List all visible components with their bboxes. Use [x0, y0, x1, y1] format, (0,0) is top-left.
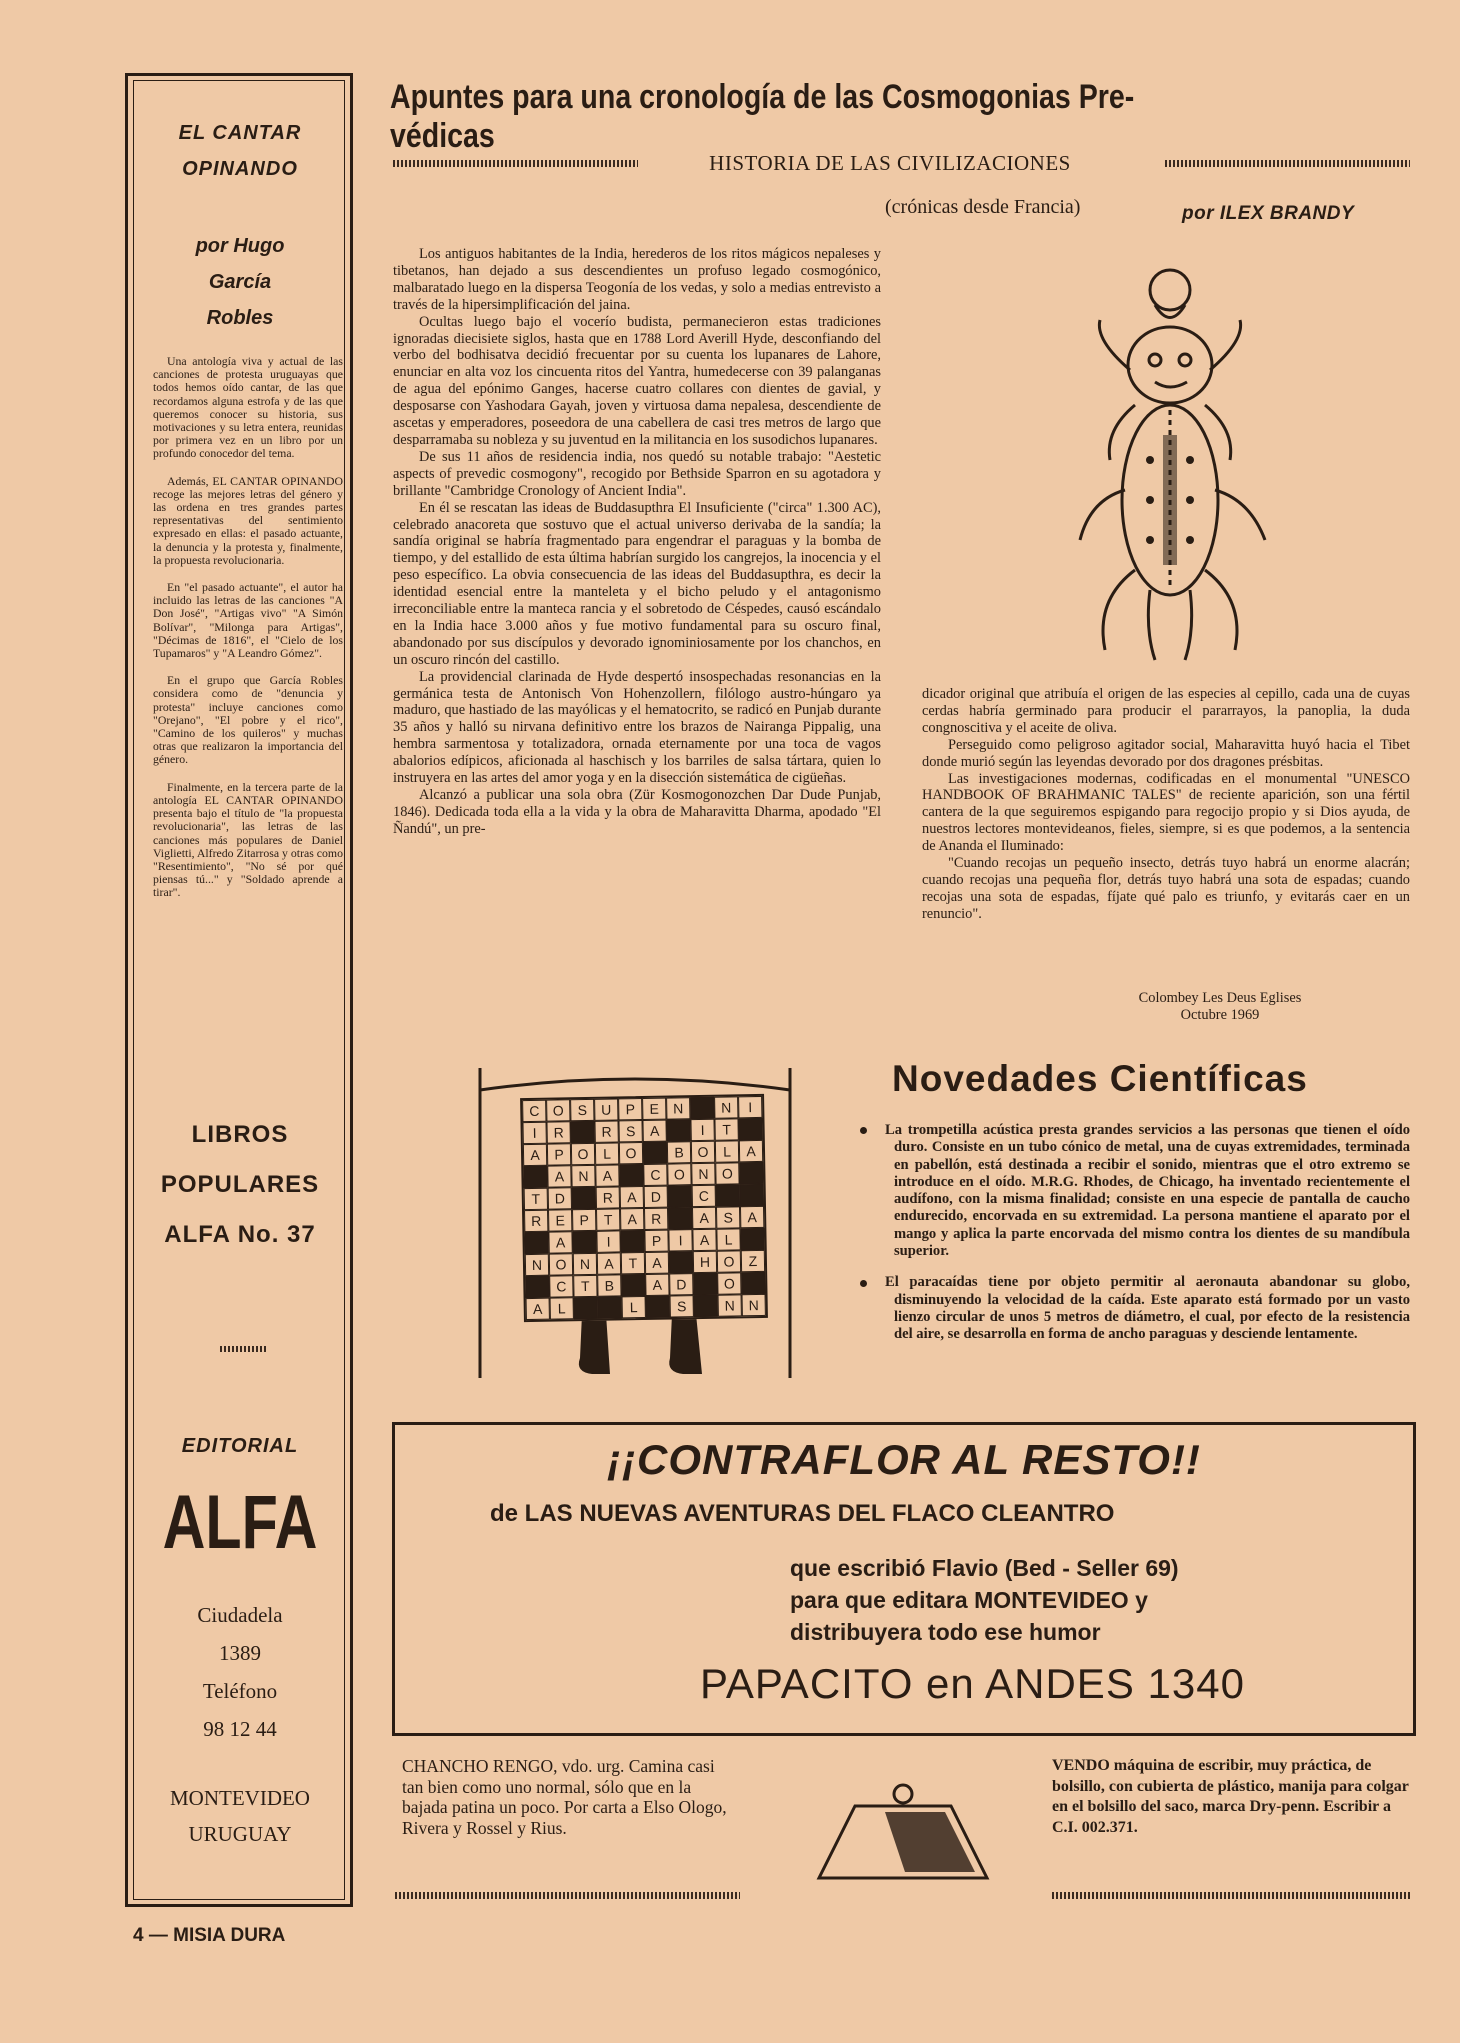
crossword-cell: S — [716, 1206, 740, 1228]
crossword-cell: T — [596, 1208, 620, 1230]
crossword-cell: N — [714, 1096, 738, 1118]
crossword-cell: A — [740, 1206, 764, 1228]
crossword-cell: A — [620, 1186, 644, 1208]
crossword-cell: H — [693, 1251, 717, 1273]
crossword-cell: A — [526, 1298, 550, 1320]
crossword-cell: D — [644, 1186, 668, 1208]
classified-rule-left — [395, 1892, 740, 1899]
crossword-black-cell — [572, 1187, 596, 1209]
ad-line3: que escribió Flavio (Bed - Seller 69) — [790, 1555, 1179, 1581]
signature-place: Colombey Les Deus Eglises — [1138, 990, 1302, 1006]
sidebar-title — [145, 115, 335, 187]
crossword-cell: L — [595, 1142, 619, 1164]
crossword-black-cell — [646, 1296, 670, 1318]
crossword-cell: R — [524, 1210, 548, 1232]
crossword-cell: O — [549, 1253, 573, 1275]
sidebar-city — [140, 1780, 340, 1852]
ad-address: PAPACITO en ANDES 1340 — [700, 1660, 1245, 1707]
crossword-cell: A — [523, 1144, 547, 1166]
signature-date: Octubre 1969 — [1180, 1007, 1260, 1023]
page-footer: 4 — MISIA DURA — [133, 1925, 286, 1946]
sidebar-title-line2: OPINANDO — [182, 158, 298, 180]
classified-right: VENDO máquina de escribir, muy práctica, de bolsillo, con cubierta de plástico, manija para colgar en el bolsillo del saco, marca Dry-penn. Escribir a C.I. 002.371. — [1052, 1757, 1409, 1836]
crossword-cell: L — [715, 1140, 739, 1162]
libros-line1: LIBROS — [191, 1121, 289, 1148]
crossword-black-cell — [570, 1121, 594, 1143]
article-column-1 — [393, 246, 881, 838]
crossword-cell: L — [716, 1228, 740, 1250]
sidebar-paragraph: En "el pasado actuante", el autor ha incluido las letras de las canciones "A Don José", "Artigas vivo" "A Simón Bolívar", "Milonga para Artigas", "Décimas de 1816", el "Cielo de los Tupamaros" y "A Leandro Gómez". — [153, 580, 343, 661]
crossword-cell: A — [547, 1165, 571, 1187]
crossword-cell: I — [738, 1096, 762, 1118]
crossword-black-cell — [598, 1296, 622, 1318]
crossword-cell: N — [573, 1253, 597, 1275]
sidebar-body — [153, 355, 343, 914]
crossword-cell: E — [548, 1209, 572, 1231]
crossword-cell: R — [644, 1208, 668, 1230]
crossword-cell: T — [621, 1252, 645, 1274]
article-section: HISTORIA DE LAS CIVILIZACIONES — [709, 151, 1071, 175]
crossword-black-cell — [572, 1231, 596, 1253]
sidebar-author-line1: por Hugo — [195, 235, 285, 257]
sidebar-libros — [140, 1110, 340, 1260]
crossword-cell: A — [642, 1120, 666, 1142]
crossword-cell: N — [718, 1294, 742, 1316]
crossword-cell: O — [546, 1099, 570, 1121]
crossword-cell: N — [691, 1163, 715, 1185]
deity-illustration — [1075, 260, 1275, 675]
crossword-cell: B — [597, 1274, 621, 1296]
section-rule-left — [393, 160, 638, 167]
crossword-cell: R — [596, 1186, 620, 1208]
crossword-black-cell — [619, 1164, 643, 1186]
crossword-black-cell — [740, 1184, 764, 1206]
libros-line3: ALFA No. 37 — [164, 1221, 316, 1248]
crossword-cell: A — [595, 1164, 619, 1186]
crossword-cell: N — [666, 1097, 690, 1119]
crossword-black-cell — [690, 1097, 714, 1119]
crossword-black-cell — [523, 1166, 547, 1188]
crossword-black-cell — [666, 1119, 690, 1141]
crossword-black-cell — [693, 1273, 717, 1295]
crossword-cell: L — [622, 1296, 646, 1318]
crossword-cell: A — [597, 1252, 621, 1274]
crossword-cell: L — [550, 1297, 574, 1319]
crossword-cell: N — [571, 1165, 595, 1187]
crossword-cell: O — [571, 1143, 595, 1165]
article-paragraph: Las investigaciones modernas, codificadas en el monumental "UNESCO HANDBOOK OF BRAHMANIC TALES" de reciente aparición, son una fértil cantera de la que seguiremos espigando para regocijo propio y si Dios ayuda, de nuestros lectores montevideanos, fieles, siempre, si es que podemos, a la sentencia de Ananda el Iluminado: — [922, 770, 1410, 855]
address-line3: Teléfono — [202, 1679, 278, 1703]
crossword-cell: A — [692, 1207, 716, 1229]
weight-icon — [815, 1782, 990, 1882]
crossword-cell: P — [618, 1098, 642, 1120]
bullet-icon — [860, 1280, 867, 1287]
crossword-black-cell — [740, 1228, 764, 1250]
crossword-cell: P — [644, 1230, 668, 1252]
article-paragraph: En él se rescatan las ideas de Buddasupthra El Insuficiente ("circa" 1.300 AC), celebrado anacoreta que sostuvo que el actual universo derivaba de la sandía; la sandía original se habría fragmentado para engendrar el paraguas y la bomba de tiempo, y del estallido de esta última habrían surgido los cangrejos, la inocencia y el peso específico. La obvia consecuencia de las ideas del Buddasupthra, es decir la identidad esencial entre la manteleta y el bicho peludo y el antagonismo irreconciliable entre la manteca rancia y el sobretodo de Céspedes, causó escándalo en la India hace 3.000 años y fue motivo fundamental para su oscuro final, abandonado por sus discípulos y devorado ignominiosamente por los chanchos, en un oscuro rincón del castillo. — [393, 499, 881, 668]
science-item — [860, 1274, 1410, 1343]
article-paragraph: La providencial clarinada de Hyde despertó insospechadas resonancias en la germánica testa de Antonisch Von Hohenzollern, filólogo austro-húngaro ya maduro, que hastiado de las mayólicas y el hematocrito, se radicó en Punjab durante 35 años y halló su nirvana definitivo entre los brazos de Nairanga Pippalig, una hembra sarmentosa y totalizadora, ornada eternamente por una toca de vagos abalorios edípicos, aficionada al haschisch y los barriles de salsa tártara, quien lo instruyera en las artes del amor yoga y en la disección sistemática de cigüeñas. — [393, 668, 881, 787]
crossword-black-cell — [741, 1272, 765, 1294]
crossword-grid — [520, 1094, 768, 1322]
crossword-black-cell — [716, 1184, 740, 1206]
article-paragraph: Ocultas luego bajo el vocerío budista, permanecieron estas tradiciones ignoradas diecisiete siglos, hasta que en 1788 Lord Averill Hyde, desconfiando del verbo del bodhisatva decidió frecuentar por su cuenta los lupanares de Lahore, enunciar en alta voz los cincuenta ritos del Yantra, humedecerse con 39 palanganas de agua del epónimo Ganges, hacerse cuatro collares con dientes de gavial, y desposarse con Yashodara Gayah, joven y virtuosa dama nepalesa, descendiente de ascetas y emperadores, poseedora de una cabellera de casi tres metros de largo que desparramaba su nobleza y su juventud en la militancia en los susodichos lupanares. — [393, 313, 881, 448]
crossword-cell: A — [645, 1274, 669, 1296]
sidebar-paragraph: En el grupo que García Robles considera como de "denuncia y protesta" incluye canciones como "Orejano", "El pobre y el rico", "Camino de los quileros" y muchas otras que realizaron la importancia del género. — [153, 673, 343, 767]
crossword-cell: C — [522, 1100, 546, 1122]
crossword-cell: S — [618, 1120, 642, 1142]
section-rule-right — [1165, 160, 1410, 167]
crossword-cell: B — [667, 1141, 691, 1163]
crossword-cell: E — [642, 1098, 666, 1120]
crossword-cell: P — [572, 1209, 596, 1231]
editorial-label: EDITORIAL — [181, 1435, 299, 1457]
crossword-cell: O — [619, 1142, 643, 1164]
crossword-cell: A — [645, 1252, 669, 1274]
article-column-2 — [922, 686, 1410, 923]
crossword-cell: D — [669, 1273, 693, 1295]
address-line4: 98 12 44 — [203, 1717, 277, 1741]
science-list — [860, 1122, 1410, 1344]
classified-left: CHANCHO RENGO, vdo. urg. Camina casi tan bien como uno normal, sólo que en la bajada patina un poco. Por carta a Elso Ologo, Rivera y Rossel y Rius. — [402, 1756, 727, 1838]
alfa-logo: ALFA — [162, 1480, 318, 1565]
city-line2: URUGUAY — [188, 1822, 292, 1846]
crossword-cell: P — [547, 1143, 571, 1165]
crossword-cell: T — [714, 1118, 738, 1140]
crossword-black-cell — [668, 1185, 692, 1207]
crossword-cell: C — [643, 1164, 667, 1186]
crossword-cell: O — [667, 1163, 691, 1185]
crossword-cell: N — [525, 1254, 549, 1276]
article-title: Apuntes para una cronología de las Cosmogonias Pre-védicas — [390, 78, 1135, 155]
sidebar-divider — [220, 1346, 266, 1352]
crossword-cell: I — [690, 1119, 714, 1141]
crossword-cell: R — [546, 1121, 570, 1143]
crossword-illustration — [470, 1068, 800, 1388]
crossword-black-cell — [643, 1142, 667, 1164]
science-item-text: El paracaídas tiene por objeto permitir al aeronauta abandonar su globo, disminuyendo la velocidad de la caída. Este aparato está formado por un vasto lienzo circular de unos 5 metros de diámetro, el cual, por efecto de la resistencia del aire, se desarrolla en forma de ancho paraguas y desciende lentamente. — [885, 1274, 1410, 1343]
crossword-cell: S — [570, 1099, 594, 1121]
sidebar-title-line1: EL CANTAR — [178, 122, 302, 144]
crossword-cell: O — [691, 1141, 715, 1163]
article-paragraph: dicador original que atribuía el origen de las especies al cepillo, cada una de cuyas cerdas habría germinado para producir el pararrayos, la panoplia, la duda congnoscitiva y el aceite de oliva. — [922, 686, 1410, 736]
crossword-black-cell — [525, 1276, 549, 1298]
crossword-cell: D — [548, 1187, 572, 1209]
article-paragraph: "Cuando recojas un pequeño insecto, detrás tuyo habrá un enorme alacrán; cuando recojas una pequeña flor, detrás tuyo habrá una sota de espadas; cuando recojas una sota de espadas, fíjate qué palo es triunfo, y evitarás caer en un renuncio". — [922, 855, 1410, 922]
article-paragraph: Perseguido como peligroso agitador social, Maharavitta huyó hacia el Tibet donde murió según las leyendas devorado por dos dragones présbitas. — [922, 736, 1410, 770]
crossword-cell: S — [670, 1295, 694, 1317]
crossword-black-cell — [739, 1162, 763, 1184]
article-paragraph: Alcanzó a publicar una sola obra (Zür Kosmogonozchen Dar Dude Punjab, 1846). Dedicada toda ella a la vida y la obra de Maharavitta Dharma, apodado "El Ñandú", un pre- — [393, 787, 881, 837]
sidebar-paragraph: Además, EL CANTAR OPINANDO recoge las mejores letras del género y las ordena en tres grandes partes representativas del sentimiento expresado en ellas: el pasado actuante, la denuncia y la protesta y, finalmente, la propuesta revolucionaria. — [153, 473, 343, 567]
crossword-black-cell — [524, 1232, 548, 1254]
crossword-cell: U — [594, 1098, 618, 1120]
article-subtitle: (crónicas desde Francia) — [885, 196, 1081, 218]
crossword-black-cell — [574, 1297, 598, 1319]
city-line1: MONTEVIDEO — [170, 1786, 310, 1810]
ad-headline: ¡¡CONTRAFLOR AL RESTO!! — [607, 1436, 1201, 1483]
crossword-black-cell — [621, 1274, 645, 1296]
article-paragraph: De sus 11 años de residencia india, nos quedó su notable trabajo: "Aestetic aspects of prevedic cosmogony", recogido por Bethside Sparron en su agotadora y brillante "Cambridge Cronology of Ancient India". — [393, 448, 881, 499]
crossword-cell: Z — [741, 1250, 765, 1272]
crossword-cell: O — [715, 1162, 739, 1184]
crossword-cell: I — [668, 1229, 692, 1251]
ad-subheadline: de LAS NUEVAS AVENTURAS DEL FLACO CLEANTRO — [490, 1500, 1115, 1527]
address-line1: Ciudadela — [197, 1603, 283, 1627]
crossword-black-cell — [669, 1251, 693, 1273]
crossword-black-cell — [620, 1230, 644, 1252]
science-item-text: La trompetilla acústica presta grandes servicios a las personas que tienen el oído duro. Consiste en un tubo cónico de metal, una de cuyas extremidades, terminada en pabellón, está destinada a recibir el sonido, mientras que el otro extremo se introduce en el oído. M.R.G. Rhodes, de Chicago, ha inventado recientemente el audífono, con la misma finalidad; consiste en una especie de pantalla de caucho endurecido, encorvada en su extremidad. La persona mantiene el aparato por el mango y aplica la parte encorvada del mismo contra los dientes de su mandíbula superior. — [885, 1122, 1410, 1260]
crossword-cell: R — [594, 1120, 618, 1142]
science-title: Novedades Científicas — [892, 1058, 1308, 1099]
crossword-cell: I — [522, 1122, 546, 1144]
crossword-cell: C — [692, 1185, 716, 1207]
crossword-cell: O — [717, 1250, 741, 1272]
crossword-black-cell — [668, 1207, 692, 1229]
bullet-icon — [860, 1127, 867, 1134]
crossword-cell: O — [717, 1272, 741, 1294]
crossword-cell: C — [549, 1275, 573, 1297]
sidebar-author-line2: García — [208, 271, 272, 293]
classified-rule-right — [1052, 1892, 1410, 1899]
crossword-cell: A — [620, 1208, 644, 1230]
crossword-cell: A — [739, 1140, 763, 1162]
crossword-cell: T — [573, 1275, 597, 1297]
crossword-cell: A — [692, 1229, 716, 1251]
ad-line5: distribuyera todo ese humor — [790, 1619, 1101, 1645]
sidebar-author-line3: Robles — [206, 307, 274, 329]
crossword-cell: A — [548, 1231, 572, 1253]
article-paragraph: Los antiguos habitantes de la India, herederos de los ritos mágicos nepaleses y tibetanos, han dejado a sus descendientes un profuso legado cosmogónico, malbaratado luego en la dispersa Teogonía de los vedas, y solo a medias entrevisto a través de la hipersimplificación del jaina. — [393, 246, 881, 313]
crossword-cell: N — [742, 1294, 766, 1316]
article-byline: por ILEX BRANDY — [1182, 203, 1355, 224]
sidebar-address — [140, 1596, 340, 1748]
sidebar-paragraph: Una antología viva y actual de las canciones de protesta uruguayas que todos hemos oído cantar, de las que recordamos alguna estrofa y de las que queremos conocer su historia, sus motivaciones y su letra entera, reunidas por primera vez en un libro por un profundo conocedor del tema. — [153, 354, 343, 461]
libros-line2: POPULARES — [160, 1171, 320, 1198]
ad-line4: para que editara MONTEVIDEO y — [790, 1587, 1148, 1613]
crossword-cell: I — [596, 1230, 620, 1252]
ad-details — [790, 1552, 1179, 1648]
crossword-black-cell — [738, 1118, 762, 1140]
science-item — [860, 1122, 1410, 1260]
sidebar-paragraph: Finalmente, en la tercera parte de la antología EL CANTAR OPINANDO presenta bajo el título de "la propuesta revolucionaria", las letras de las canciones más populares de Daniel Viglietti, Alfredo Zitarrosa y otras como "Resentimiento", "No sé por qué piensas tú..." y "Soldado aprende a tirar". — [153, 779, 343, 900]
crossword-cell: T — [524, 1188, 548, 1210]
address-line2: 1389 — [219, 1641, 261, 1665]
article-signature — [1100, 990, 1340, 1024]
sidebar-author — [145, 228, 335, 336]
crossword-black-cell — [694, 1295, 718, 1317]
